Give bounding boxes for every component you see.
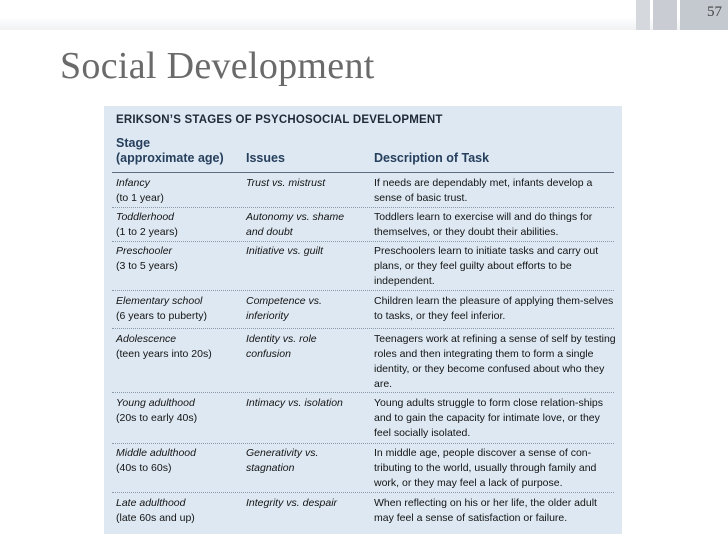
stage-name: Young adulthood: [116, 397, 195, 409]
erikson-table: [104, 106, 622, 534]
description-column-header: Description of Task: [374, 151, 490, 165]
stage-cell: [116, 496, 236, 526]
description-cell: Teenagers work at refining a sense of self by testing roles and then integrating them to form a single identity, or they become confused about who they are.: [374, 333, 616, 390]
stage-cell: [116, 176, 236, 206]
description-cell: If needs are dependably met, infants develop a sense of basic trust.: [374, 177, 593, 204]
stage-name: Adolescence: [116, 333, 177, 345]
stage-name: Elementary school: [116, 295, 203, 307]
row-divider: [112, 492, 614, 493]
issues-cell: Autonomy vs. shame and doubt: [246, 211, 345, 238]
stage-cell: [116, 244, 236, 274]
issues-cell: Identity vs. role confusion: [246, 333, 317, 360]
description-cell: Toddlers learn to exercise will and do things for themselves, or they doubt their abilities.: [374, 211, 593, 238]
stage-age: (1 to 2 years): [116, 226, 178, 238]
stage-cell: [116, 396, 236, 426]
description-cell: Children learn the pleasure of applying them-selves to tasks, or they feel inferior.: [374, 295, 614, 322]
issues-column-header: Issues: [246, 151, 285, 165]
slide-title: Social Development: [60, 45, 375, 87]
description-cell: In middle age, people discover a sense of con-tributing to the world, usually through family and work, or they may feel a lack of purpose.: [374, 447, 597, 489]
stage-cell: [116, 446, 236, 476]
stage-age: (to 1 year): [116, 192, 164, 204]
row-divider: [112, 392, 614, 393]
row-divider: [112, 241, 614, 242]
issues-cell: Trust vs. mistrust: [246, 177, 326, 189]
stage-column-header: [116, 136, 224, 166]
stage-cell: [116, 210, 236, 240]
stage-age: (6 years to puberty): [116, 310, 208, 322]
stage-age: (40s to 60s): [116, 462, 172, 474]
stage-cell: [116, 294, 236, 324]
stage-age: (3 to 5 years): [116, 260, 178, 272]
issues-cell: Integrity vs. despair: [246, 497, 338, 509]
issues-cell: Competence vs. inferiority: [246, 295, 322, 322]
stage-name: Infancy: [116, 177, 150, 189]
stage-name: Preschooler: [116, 245, 173, 257]
row-divider: [112, 290, 614, 291]
issues-cell: Initiative vs. guilt: [246, 245, 324, 257]
description-cell: Young adults struggle to form close relation-ships and to gain the capacity for intimate love, or they feel socially isolated.: [374, 397, 603, 439]
row-divider: [112, 207, 614, 208]
header-divider: [112, 172, 614, 173]
stage-name: Middle adulthood: [116, 447, 196, 459]
slide-number: 57: [707, 4, 722, 20]
stage-header-label: Stage: [116, 136, 151, 150]
issues-cell: Generativity vs. stagnation: [246, 447, 319, 474]
stage-name: Toddlerhood: [116, 211, 174, 223]
issues-cell: Intimacy vs. isolation: [246, 397, 343, 409]
description-cell: Preschoolers learn to initiate tasks and carry out plans, or they feel guilty about efforts to be independent.: [374, 245, 599, 287]
stage-name: Late adulthood: [116, 497, 186, 509]
stage-age: (late 60s and up): [116, 512, 195, 524]
stage-cell: [116, 332, 236, 362]
stage-age: (20s to early 40s): [116, 412, 198, 424]
table-heading: ERIKSON’S STAGES OF PSYCHOSOCIAL DEVELOPMENT: [116, 114, 443, 126]
description-cell: When reflecting on his or her life, the older adult may feel a sense of satisfaction or failure.: [374, 497, 597, 524]
top-band: [0, 0, 728, 30]
stage-age: (teen years into 20s): [116, 348, 212, 360]
row-divider: [112, 328, 614, 329]
stage-header-sublabel: (approximate age): [116, 151, 224, 165]
row-divider: [112, 443, 614, 444]
